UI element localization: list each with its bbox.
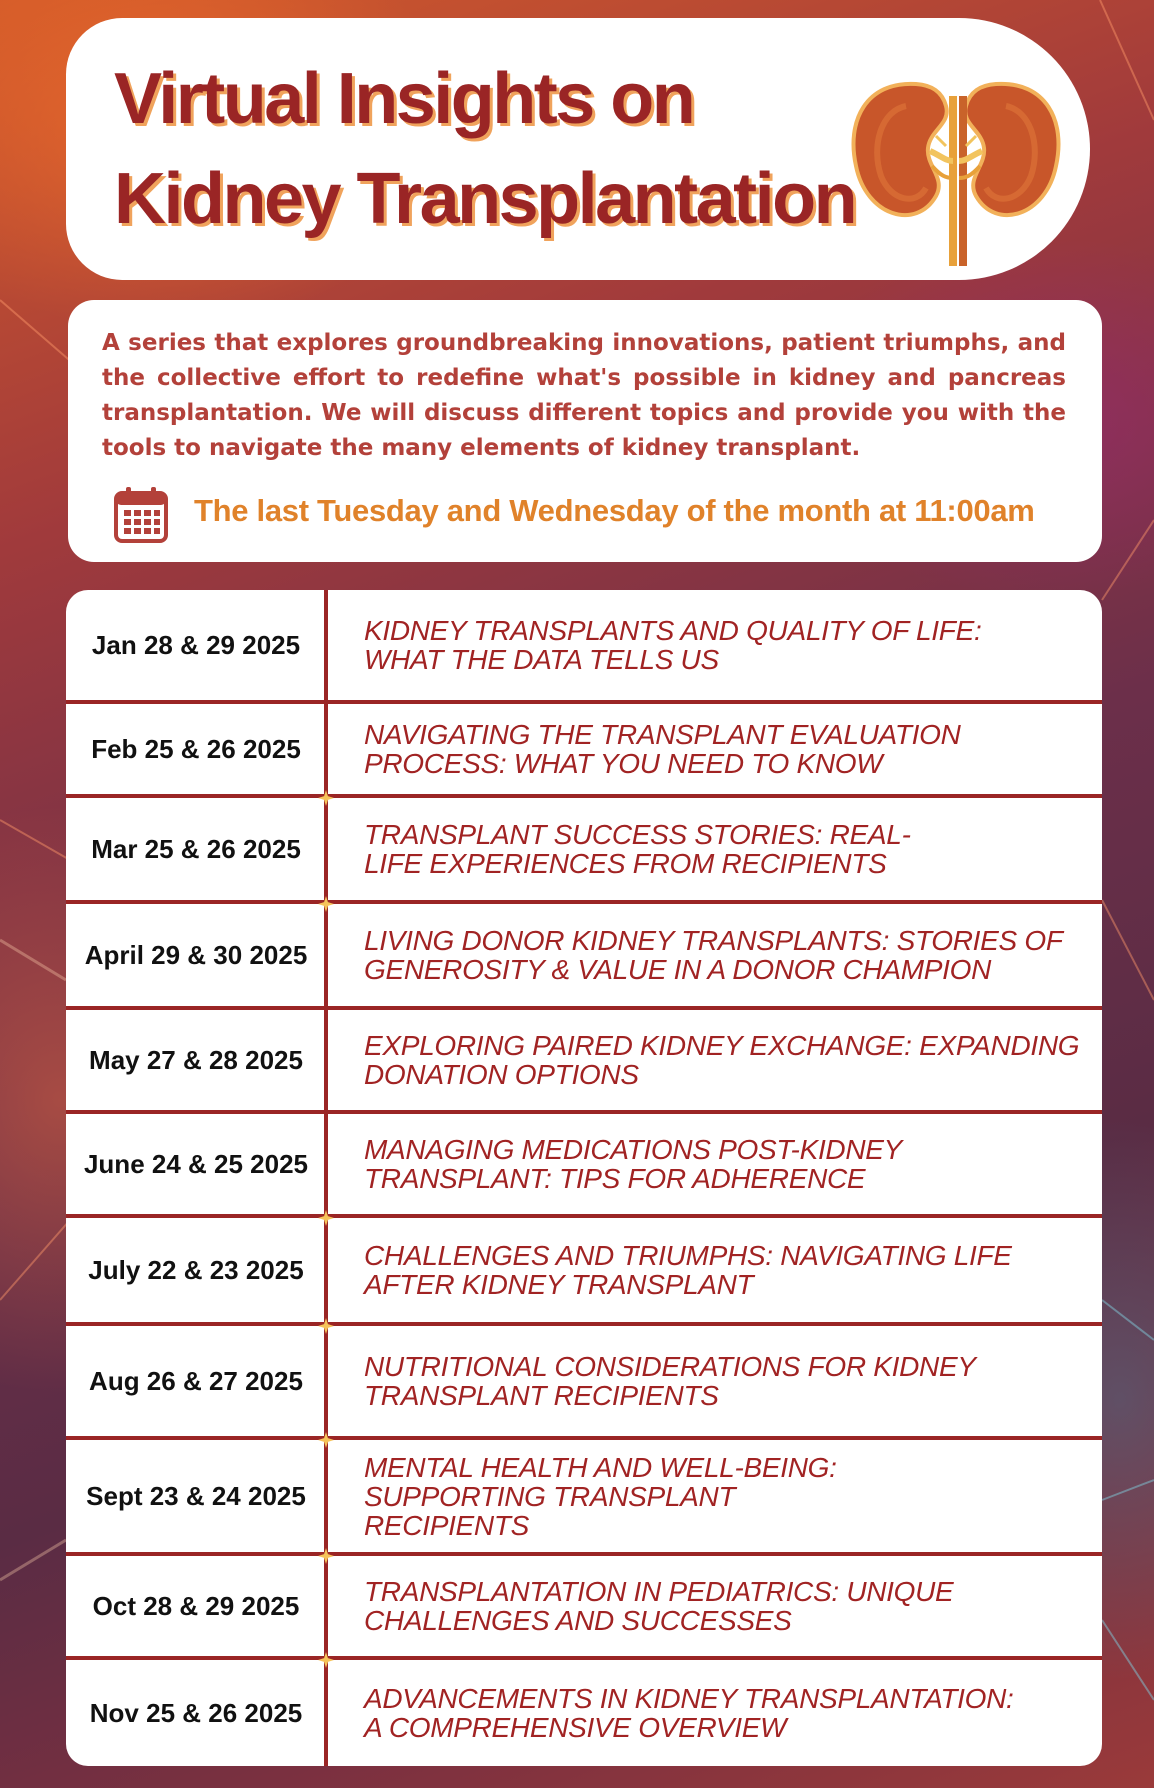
session-date: Jan 28 & 29 2025 — [91, 629, 301, 660]
session-topic: TRANSPLANTATION IN PEDIATRICS: UNIQUE CHALLENGES AND SUCCESSES — [364, 1576, 954, 1636]
session-date: Oct 28 & 29 2025 — [92, 1590, 300, 1621]
intro-card — [68, 300, 1102, 562]
table-row — [66, 1114, 1102, 1218]
session-date: Feb 25 & 26 2025 — [91, 733, 301, 764]
session-topic: CHALLENGES AND TRIUMPHS: NAVIGATING LIFE AFTER KIDNEY TRANSPLANT — [364, 1240, 1012, 1300]
table-row — [66, 798, 1102, 904]
session-topic: ADVANCEMENTS IN KIDNEY TRANSPLANTATION: A COMPREHENSIVE OVERVIEW — [364, 1683, 1014, 1743]
session-topic: LIVING DONOR KIDNEY TRANSPLANTS: STORIES OF GENEROSITY & VALUE IN A DONOR CHAMPION — [364, 925, 1063, 985]
session-date: July 22 & 23 2025 — [88, 1254, 304, 1285]
session-date: Sept 23 & 24 2025 — [86, 1480, 306, 1511]
session-topic: NUTRITIONAL CONSIDERATIONS FOR KIDNEY TRANSPLANT RECIPIENTS — [364, 1351, 976, 1411]
calendar-icon — [112, 485, 170, 545]
session-date: May 27 & 28 2025 — [89, 1044, 303, 1075]
session-topic: NAVIGATING THE TRANSPLANT EVALUATION PROCESS: WHAT YOU NEED TO KNOW — [364, 719, 961, 779]
session-topic: TRANSPLANT SUCCESS STORIES: REAL-LIFE EXPERIENCES FROM RECIPIENTS — [364, 819, 911, 879]
session-date: Aug 26 & 27 2025 — [89, 1365, 303, 1396]
table-row — [66, 1556, 1102, 1660]
page-title-line-2: Kidney Transplantation — [114, 159, 856, 239]
table-row — [66, 1010, 1102, 1114]
session-date: Nov 25 & 26 2025 — [89, 1697, 303, 1728]
session-topic: EXPLORING PAIRED KIDNEY EXCHANGE: EXPANDING DONATION OPTIONS — [364, 1030, 1080, 1090]
table-row — [66, 1660, 1102, 1766]
session-date: June 24 & 25 2025 — [83, 1148, 309, 1179]
schedule-text: The last Tuesday and Wednesday of the month at 11:00am — [194, 493, 1035, 528]
title-card — [66, 18, 1090, 280]
session-topic: KIDNEY TRANSPLANTS AND QUALITY OF LIFE: WHAT THE DATA TELLS US — [364, 615, 982, 675]
series-description: A series that explores groundbreaking innovations, patient triumphs, and the collective effort to redefine what's possible in kidney and pancreas transplantation. We will discuss different topics and provide you with the tools to navigate the many elements of kidney transplant. — [102, 330, 1066, 461]
table-row — [66, 1440, 1102, 1556]
table-row — [66, 704, 1102, 798]
session-schedule-table — [66, 590, 1102, 1766]
table-row — [66, 1218, 1102, 1326]
session-date: April 29 & 30 2025 — [84, 939, 308, 970]
table-row — [66, 590, 1102, 704]
session-topic: MENTAL HEALTH AND WELL-BEING: SUPPORTING TRANSPLANT RECIPIENTS — [364, 1451, 837, 1541]
table-row — [66, 904, 1102, 1010]
page-title-line-1: Virtual Insights on — [114, 59, 694, 139]
session-date: Mar 25 & 26 2025 — [91, 833, 301, 864]
table-row — [66, 1326, 1102, 1440]
column-divider — [324, 590, 328, 1766]
kidney-icon — [846, 66, 1066, 266]
session-topic: MANAGING MEDICATIONS POST-KIDNEY TRANSPLANT: TIPS FOR ADHERENCE — [364, 1134, 902, 1194]
